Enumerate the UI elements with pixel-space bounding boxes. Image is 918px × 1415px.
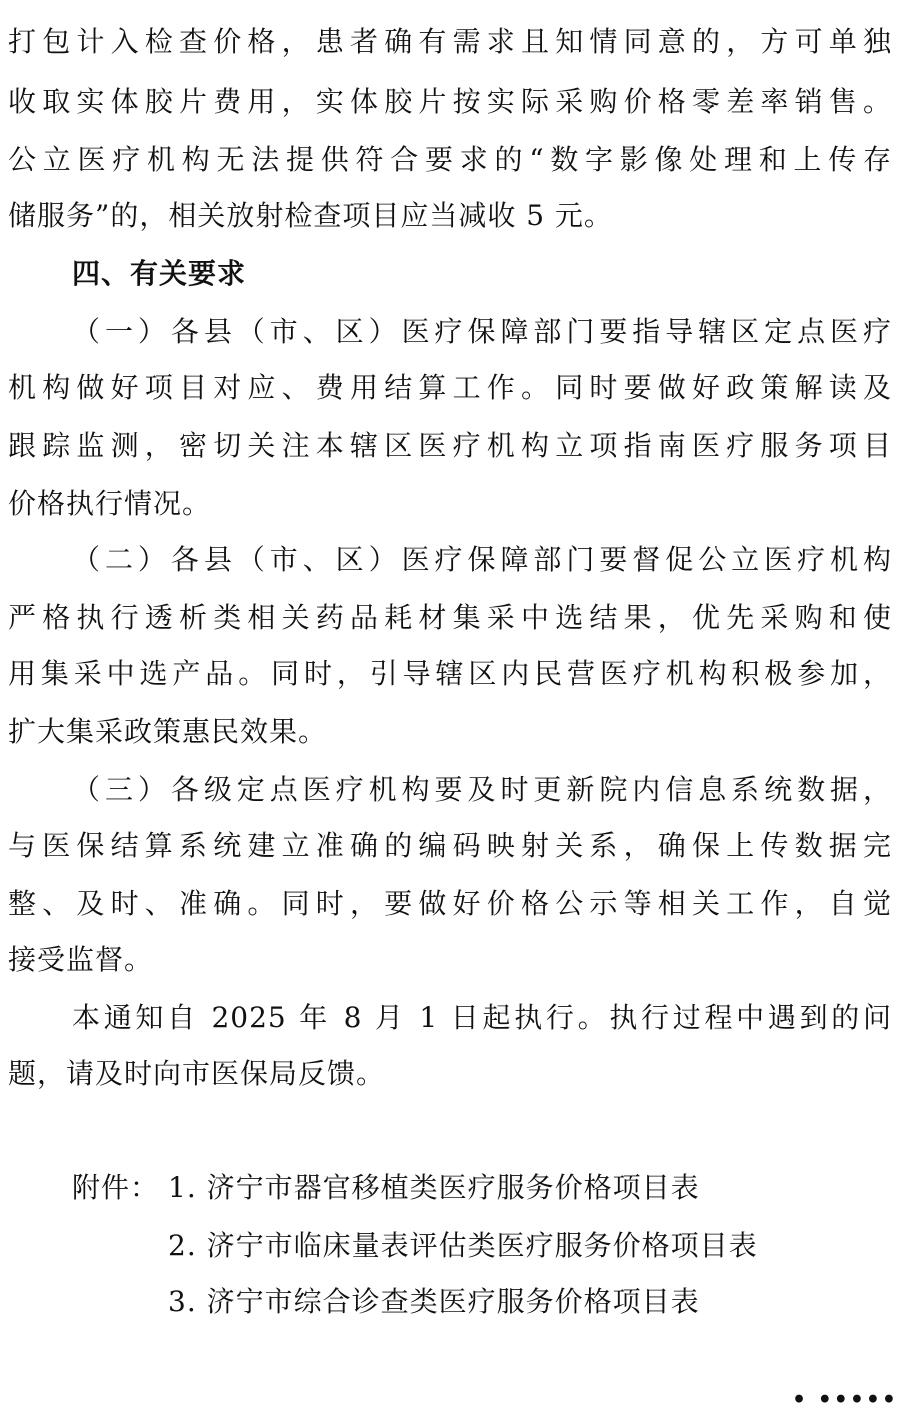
item-2-line: 严格执行透析类相关药品耗材集采中选结果，优先采购和使	[8, 601, 892, 634]
attachment-item: 1. 济宁市器官移植类医疗服务价格项目表	[168, 1171, 700, 1204]
item-3-line: 整、及时、准确。同时，要做好价格公示等相关工作，自觉	[8, 887, 892, 920]
paragraph-line: 储服务”的，相关放射检查项目应当减收 5 元。	[8, 199, 613, 232]
page-continuation-mark: • •••••	[791, 1387, 898, 1413]
item-1-line: 价格执行情况。	[8, 487, 212, 520]
item-1-line: 机构做好项目对应、费用结算工作。同时要做好政策解读及	[8, 371, 892, 404]
paragraph-line: 打包计入检查价格，患者确有需求且知情同意的，方可单独	[8, 25, 892, 58]
section-heading: 四、有关要求	[72, 257, 247, 290]
item-3-line: 接受监督。	[8, 943, 154, 976]
item-2-line: 扩大集采政策惠民效果。	[8, 715, 328, 748]
attachment-item: 3. 济宁市综合诊查类医疗服务价格项目表	[168, 1285, 700, 1318]
paragraph-line: 公立医疗机构无法提供符合要求的“数字影像处理和上传存	[8, 143, 892, 176]
item-3-line: （三）各级定点医疗机构要及时更新院内信息系统数据，	[72, 773, 892, 806]
attachment-item: 2. 济宁市临床量表评估类医疗服务价格项目表	[168, 1229, 758, 1262]
paragraph-line: 收取实体胶片费用，实体胶片按实际采购价格零差率销售。	[8, 85, 892, 118]
notice-line: 本通知自 2025 年 8 月 1 日起执行。执行过程中遇到的问	[72, 1001, 892, 1034]
notice-line: 题，请及时向市医保局反馈。	[8, 1057, 386, 1090]
item-3-line: 与医保结算系统建立准确的编码映射关系，确保上传数据完	[8, 829, 892, 862]
attachments-label: 附件：	[72, 1171, 160, 1204]
item-2-line: （二）各县（市、区）医疗保障部门要督促公立医疗机构	[72, 543, 892, 576]
item-1-line: （一）各县（市、区）医疗保障部门要指导辖区定点医疗	[72, 315, 892, 348]
item-2-line: 用集采中选产品。同时，引导辖区内民营医疗机构积极参加，	[8, 657, 892, 690]
item-1-line: 跟踪监测，密切关注本辖区医疗机构立项指南医疗服务项目	[8, 429, 892, 462]
